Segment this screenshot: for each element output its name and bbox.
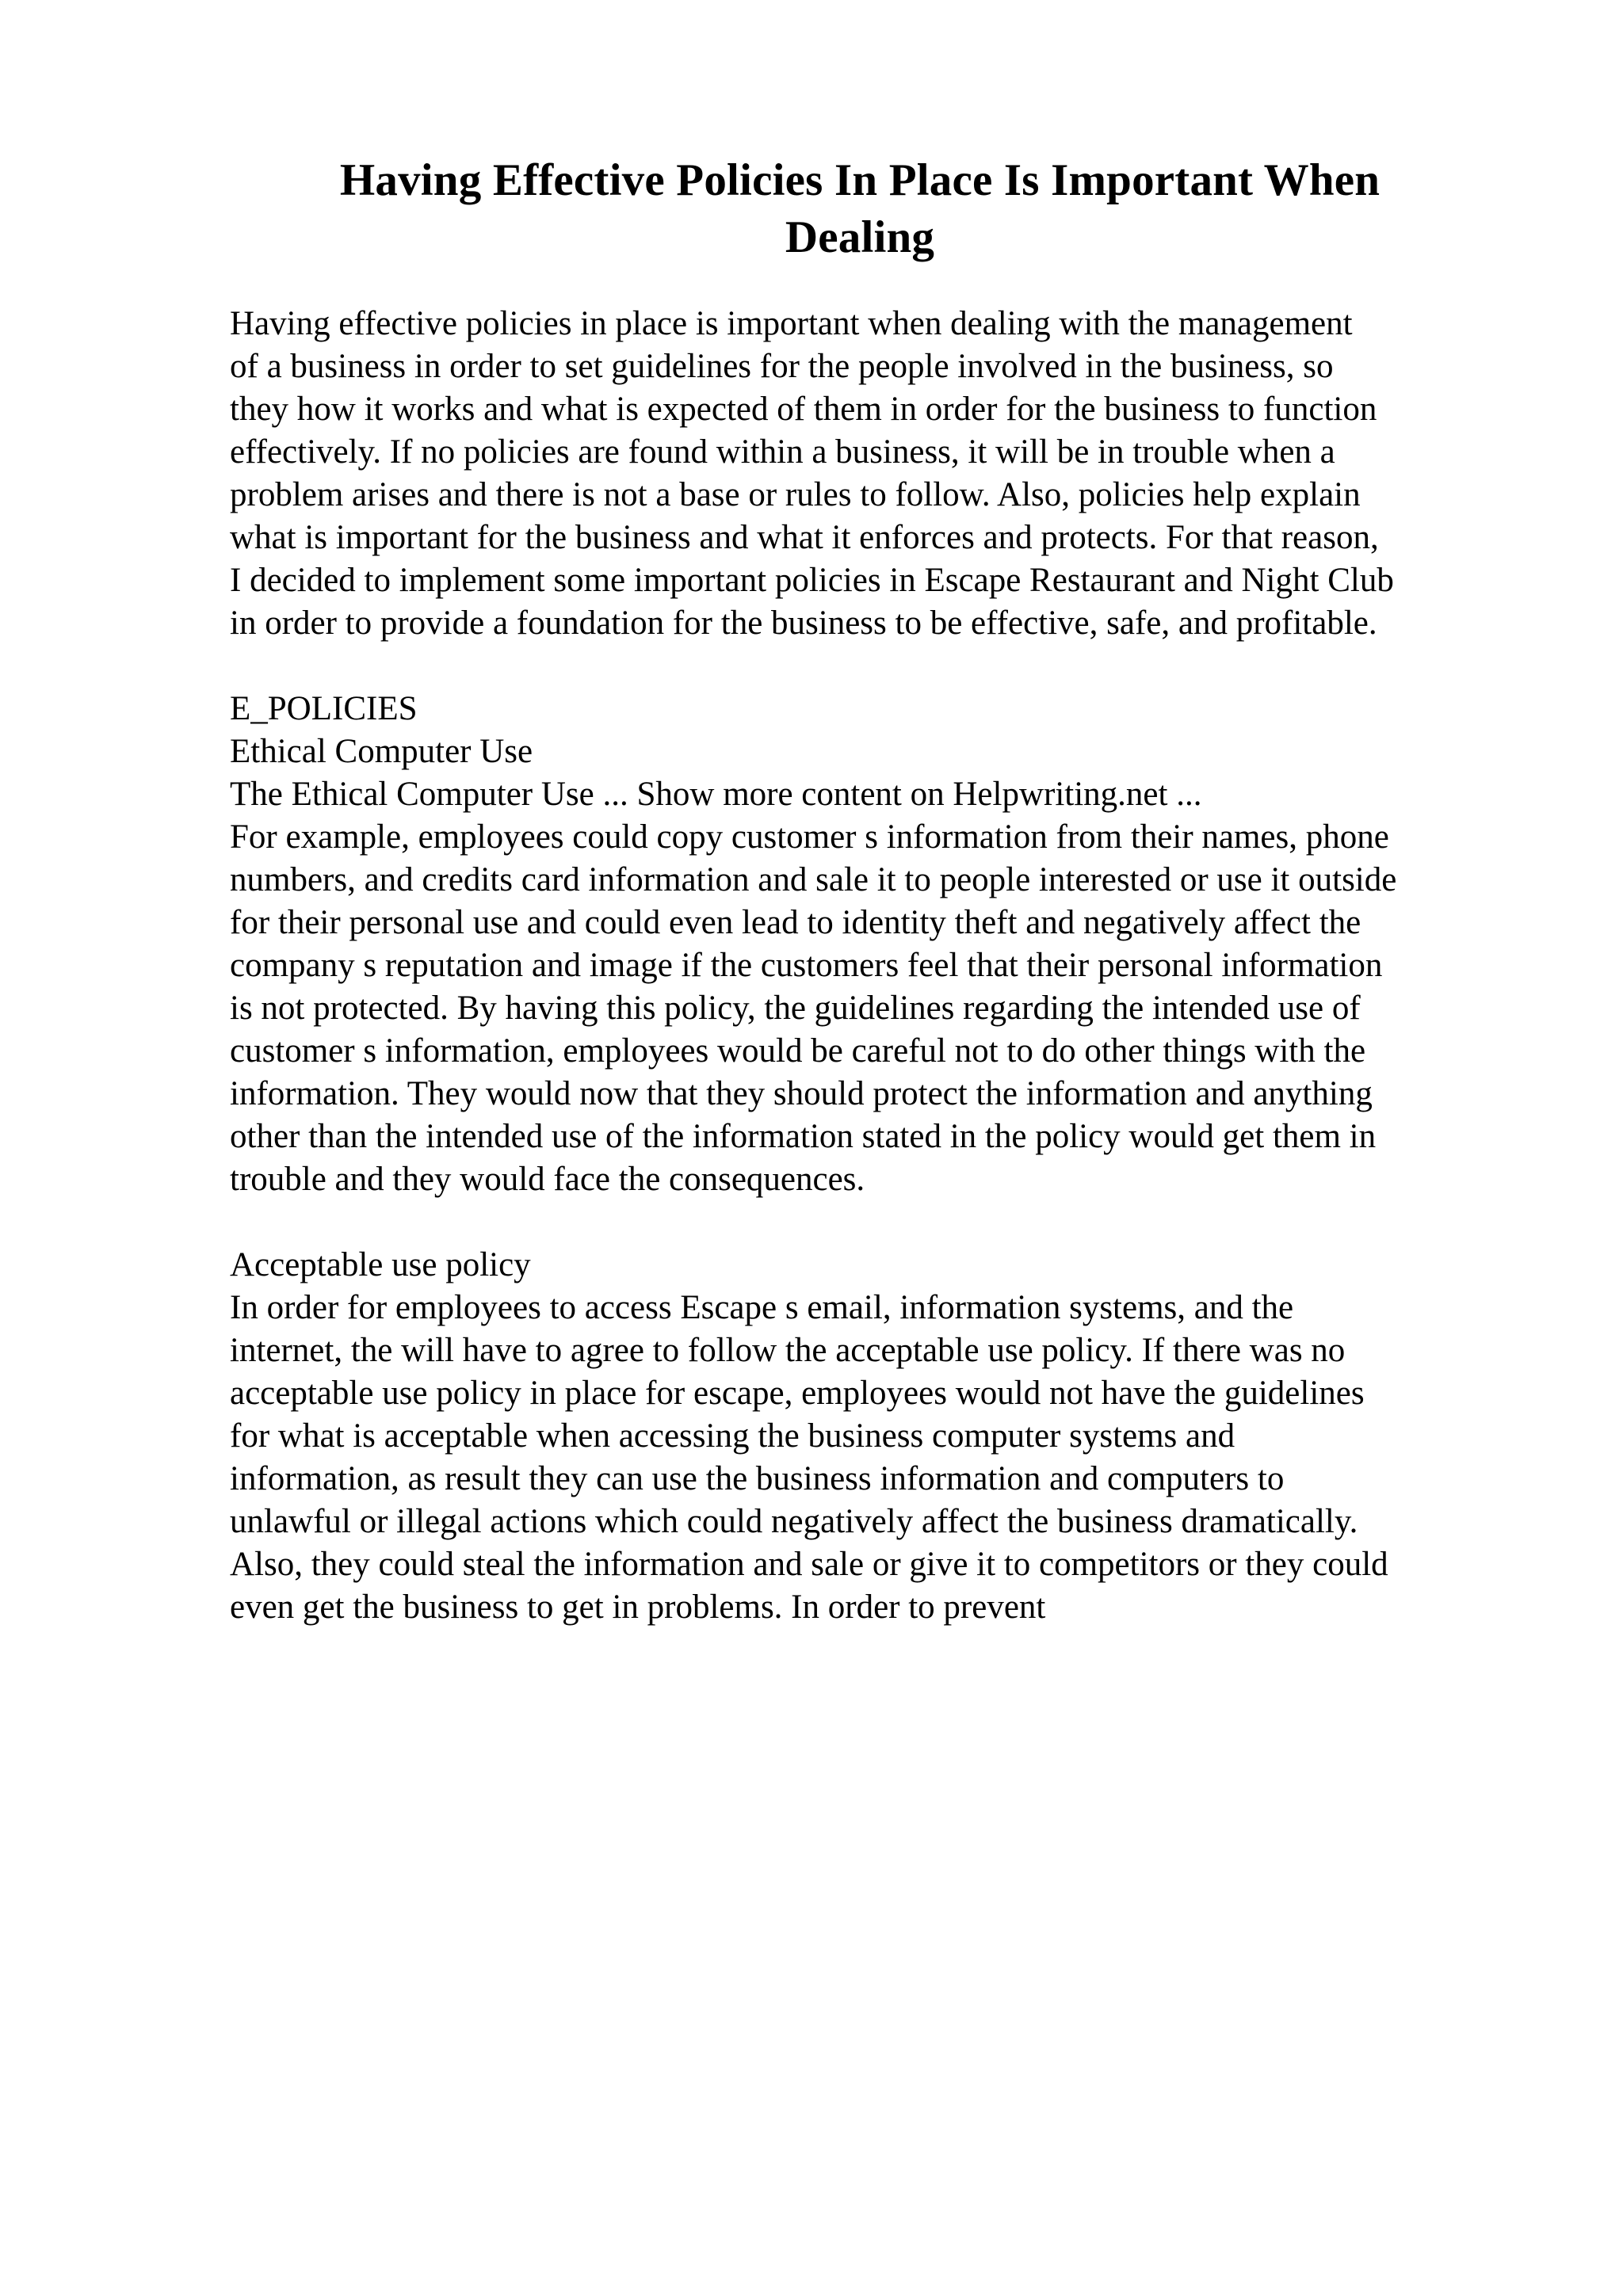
text-line: internet, the will have to agree to follow the acceptable use policy. If there was no [230, 1332, 1346, 1369]
text-line: other than the intended use of the information stated in the policy would get them in [230, 1118, 1377, 1155]
text-line: they how it works and what is expected of them in order for the business to function [230, 391, 1377, 428]
section-heading: Acceptable use policy [230, 1246, 531, 1283]
text-line: Having effective policies in place is important when dealing with the management [230, 305, 1353, 342]
text-line: what is important for the business and what it enforces and protects. For that reason, [230, 519, 1379, 556]
ethical-computer-use-section [230, 688, 1529, 1201]
text-line: for what is acceptable when accessing the business computer systems and [230, 1417, 1235, 1455]
text-line: In order for employees to access Escape s email, information systems, and the [230, 1289, 1294, 1326]
text-line: is not protected. By having this policy, the guidelines regarding the intended use of [230, 990, 1361, 1027]
intro-paragraph [230, 303, 1529, 645]
text-line: unlawful or illegal actions which could negatively affect the business dramatically. [230, 1503, 1358, 1540]
text-line: Also, they could steal the information and sale or give it to competitors or they could [230, 1546, 1388, 1583]
text-line: acceptable use policy in place for escape, employees would not have the guidelines [230, 1375, 1365, 1412]
text-line: of a business in order to set guidelines for the people involved in the business, so [230, 348, 1334, 385]
acceptable-use-policy-section [230, 1244, 1529, 1629]
section-heading: Ethical Computer Use [230, 733, 533, 770]
section-label: E_POLICIES [230, 690, 418, 727]
text-line: even get the business to get in problems. In order to prevent [230, 1589, 1046, 1626]
text-line: numbers, and credits card information and sale it to people interested or use it outside [230, 861, 1397, 898]
text-line: in order to provide a foundation for the business to be effective, safe, and profitable. [230, 605, 1377, 642]
text-line: problem arises and there is not a base or rules to follow. Also, policies help explain [230, 476, 1361, 513]
text-line: company s reputation and image if the customers feel that their personal information [230, 947, 1383, 984]
text-line: information, as result they can use the business information and computers to [230, 1460, 1285, 1497]
text-line: effectively. If no policies are found within a business, it will be in trouble when a [230, 433, 1335, 471]
title-line: Dealing [785, 212, 935, 262]
text-line: customer s information, employees would be careful not to do other things with the [230, 1032, 1366, 1070]
text-line: information. They would now that they should protect the information and anything [230, 1075, 1373, 1112]
text-line: The Ethical Computer Use ... Show more content on Helpwriting.net ... [230, 776, 1202, 813]
text-line: for their personal use and could even lead to identity theft and negatively affect the [230, 904, 1361, 941]
title-line: Having Effective Policies In Place Is Important When [339, 155, 1381, 205]
text-line: I decided to implement some important policies in Escape Restaurant and Night Club [230, 562, 1394, 599]
text-line: For example, employees could copy customer s information from their names, phone [230, 818, 1389, 856]
document-title [230, 152, 1490, 266]
text-line: trouble and they would face the consequences. [230, 1161, 865, 1198]
